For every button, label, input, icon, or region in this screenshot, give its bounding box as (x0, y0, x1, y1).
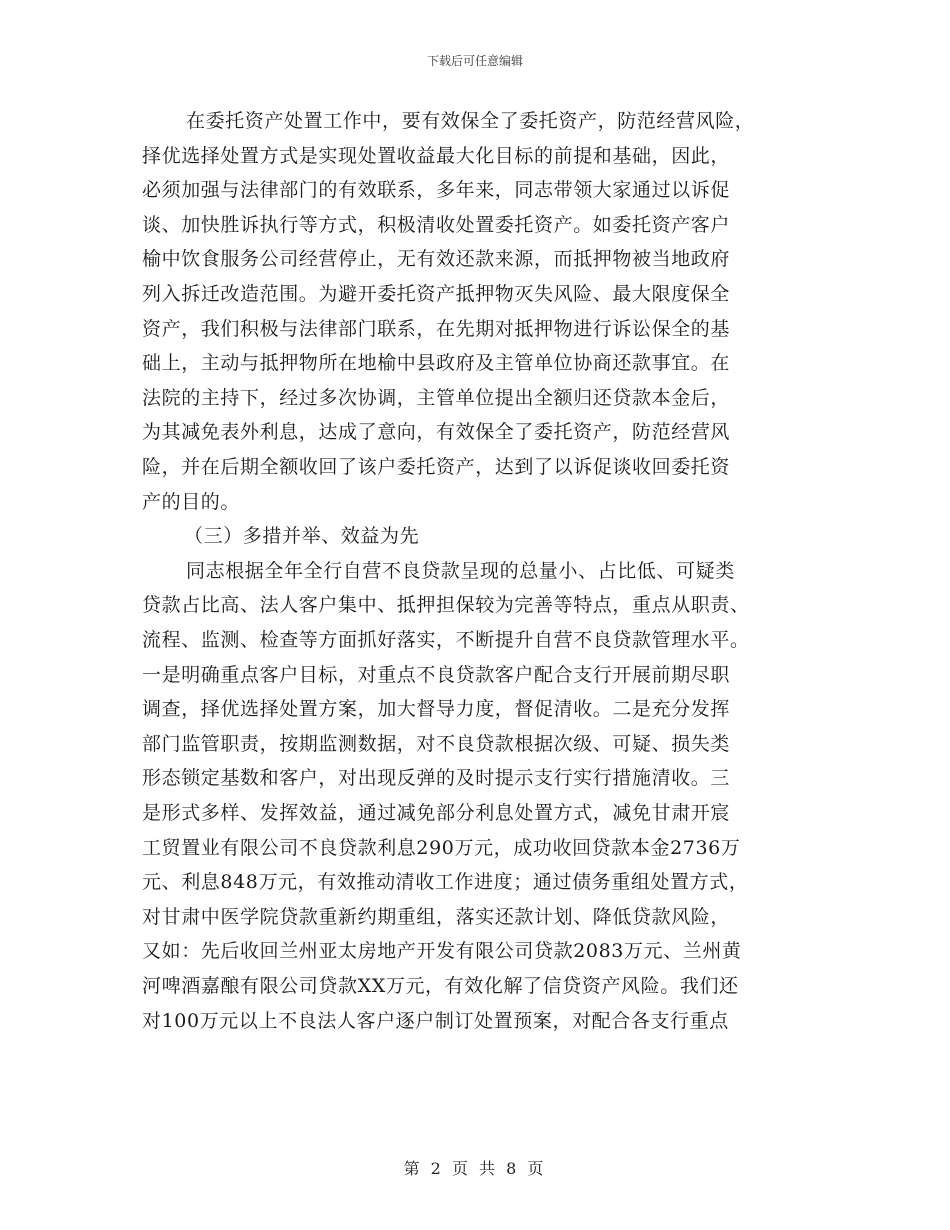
text-line: 础上，主动与抵押物所在地榆中县政府及主管单位协商还款事宜。在 (142, 352, 731, 375)
text-line: 工贸置业有限公司不良贷款利息290万元，成功收回贷款本金2736万 (142, 836, 741, 859)
text-line: 法院的主持下，经过多次协调，主管单位提出全额归还贷款本金后， (142, 386, 731, 409)
text-line: 一是明确重点客户目标，对重点不良贷款客户配合支行开展前期尽职 (142, 663, 731, 686)
text-line: 对100万元以上不良法人客户逐户制订处置预案，对配合各支行重点 (142, 1009, 729, 1032)
text-line: 形态锁定基数和客户，对出现反弹的及时提示支行实行措施清收。三 (142, 767, 731, 790)
text-line: 同志根据全年全行自营不良贷款呈现的总量小、占比低、可疑类 (186, 559, 735, 582)
text-line: 流程、监测、检查等方面抓好落实，不断提升自营不良贷款管理水平。 (142, 629, 750, 651)
text-line: 对甘肃中医学院贷款重新约期重组，落实还款计划、降低贷款风险， (142, 905, 731, 928)
text-line: 险，并在后期全额收回了该户委托资产，达到了以诉促谈收回委托资 (142, 456, 731, 478)
text-line: 必须加强与法律部门的有效联系，多年来，同志带领大家通过以诉促 (142, 179, 731, 202)
text-line: 又如：先后收回兰州亚太房地产开发有限公司贷款2083万元、兰州黄 (142, 940, 742, 963)
text-line: 在委托资产处置工作中，要有效保全了委托资产，防范经营风险， (186, 110, 755, 132)
text-line: 择优选择处置方式是实现处置收益最大化目标的前提和基础，因此， (142, 144, 731, 167)
text-line: 为其减免表外利息，达成了意向，有效保全了委托资产，防范经营风 (142, 421, 731, 444)
page-footer: 第 2 页 共 8 页 (403, 1159, 547, 1178)
text-line: 河啤酒嘉酿有限公司贷款XX万元，有效化解了信贷资产风险。我们还 (142, 975, 739, 997)
page-header: 下载后可任意编辑 (426, 54, 523, 68)
text-line: 元、利息848万元，有效推动清收工作进度；通过债务重组处置方式， (142, 871, 749, 894)
text-line: 榆中饮食服务公司经营停止，无有效还款来源，而抵押物被当地政府 (142, 248, 731, 271)
text-line: 谈、加快胜诉执行等方式，积极清收处置委托资产。如委托资产客户 (142, 213, 731, 236)
text-line: 是形式多样、发挥效益，通过减免部分利息处置方式，减免甘肃开宸 (142, 802, 731, 824)
text-line: 部门监管职责，按期监测数据，对不良贷款根据次级、可疑、损失类 (142, 732, 731, 755)
text-line: 调查，择优选择处置方案，加大督导力度，督促清收。二是充分发挥 (142, 698, 731, 721)
section-heading: （三）多措并举、效益为先 (184, 525, 420, 548)
text-line: 列入拆迁改造范围。为避开委托资产抵押物灭失风险、最大限度保全 (142, 283, 731, 305)
text-line: 产的目的。 (142, 490, 241, 513)
text-line: 资产，我们积极与法律部门联系，在先期对抵押物进行诉讼保全的基 (142, 317, 731, 340)
text-line: 贷款占比高、法人客户集中、抵押担保较为完善等特点，重点从职责、 (142, 594, 750, 617)
